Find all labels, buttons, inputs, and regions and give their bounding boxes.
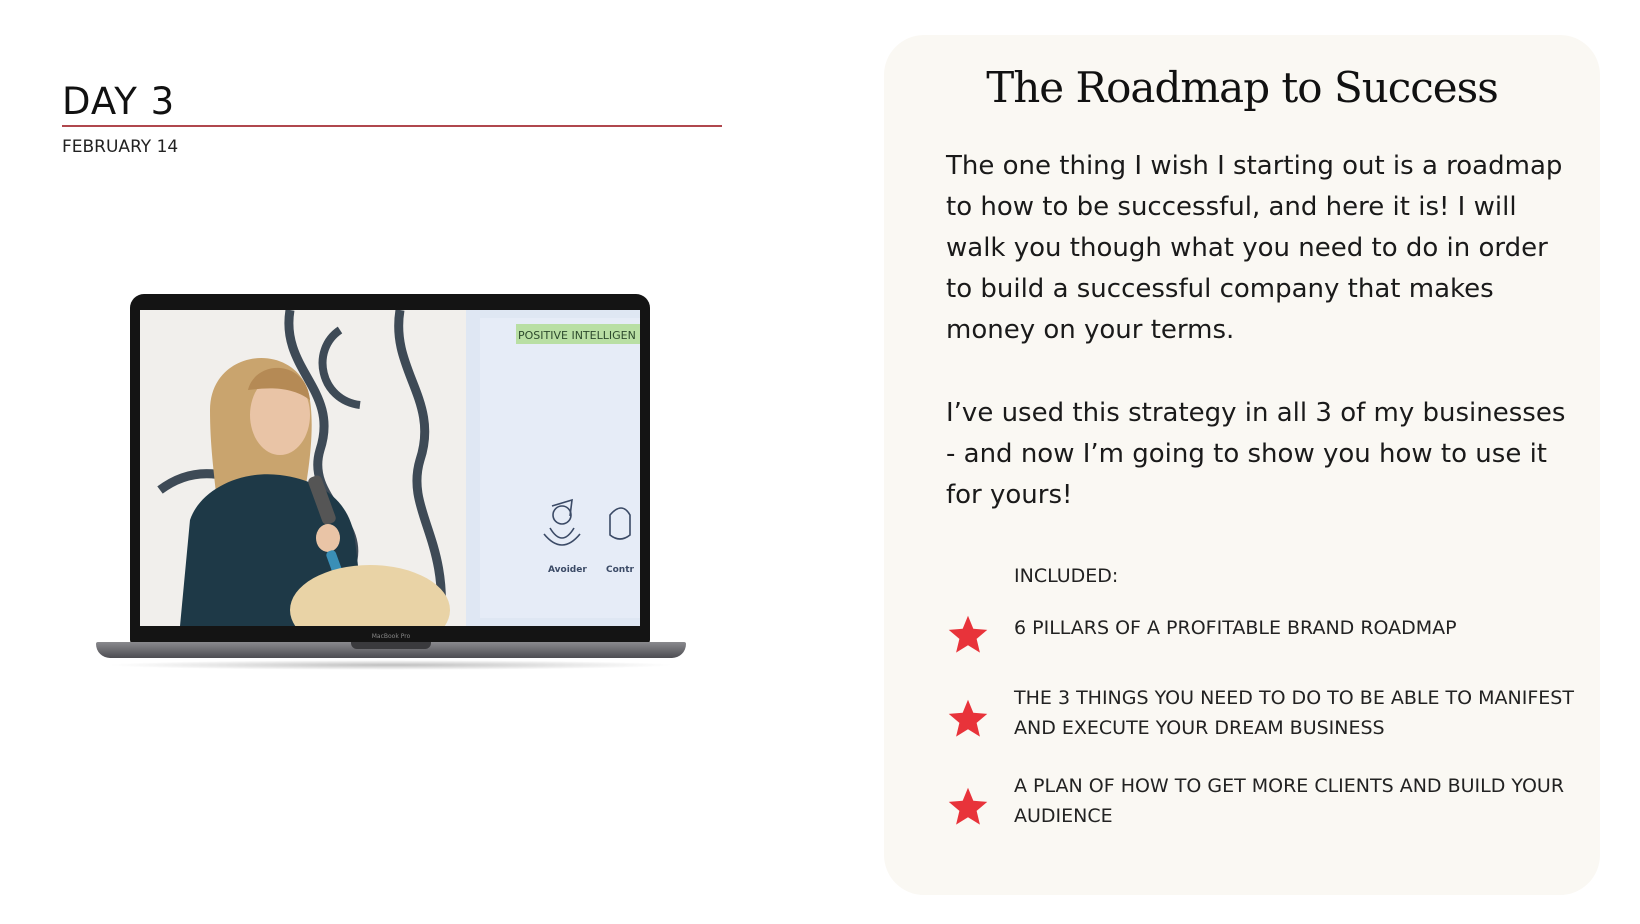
intro-paragraph: The one thing I wish I starting out is a roadmap to how to be successful, and here it is! I will walk you though what you need to do in order to build a successful company that makes money on your terms. [946, 151, 1563, 345]
laptop-mockup [96, 294, 686, 684]
slide-banner: POSITIVE INTELLIGEN [518, 329, 636, 342]
laptop-brand: MacBook Pro [371, 633, 411, 640]
strategy-paragraph: I’ve used this strategy in all 3 of my businesses - and now I’m going to show you how to use it for yours! [946, 398, 1566, 510]
day-divider [62, 125, 722, 127]
star-icon [946, 697, 990, 741]
slide-caption-right: Contr [606, 565, 634, 575]
speaker-photo [140, 310, 640, 626]
day-title: DAY 3 [62, 80, 176, 123]
included-item-text: THE 3 THINGS YOU NEED TO DO TO BE ABLE TO MANIFEST AND EXECUTE YOUR DREAM BUSINESS [1014, 687, 1574, 739]
laptop-notch [351, 642, 431, 649]
slide-caption-avoider: Avoider [548, 565, 587, 575]
star-icon [946, 613, 990, 657]
included-label: INCLUDED: [1014, 565, 1119, 587]
day-date: FEBRUARY 14 [62, 137, 179, 157]
laptop-shadow [106, 660, 676, 670]
card-title: The Roadmap to Success [986, 63, 1498, 112]
info-card [884, 35, 1600, 895]
star-icon [946, 785, 990, 829]
laptop-screen-photo [140, 310, 640, 626]
included-item-text: 6 PILLARS OF A PROFITABLE BRAND ROADMAP [1014, 617, 1457, 639]
included-item-text: A PLAN OF HOW TO GET MORE CLIENTS AND BUILD YOUR AUDIENCE [1014, 775, 1565, 827]
